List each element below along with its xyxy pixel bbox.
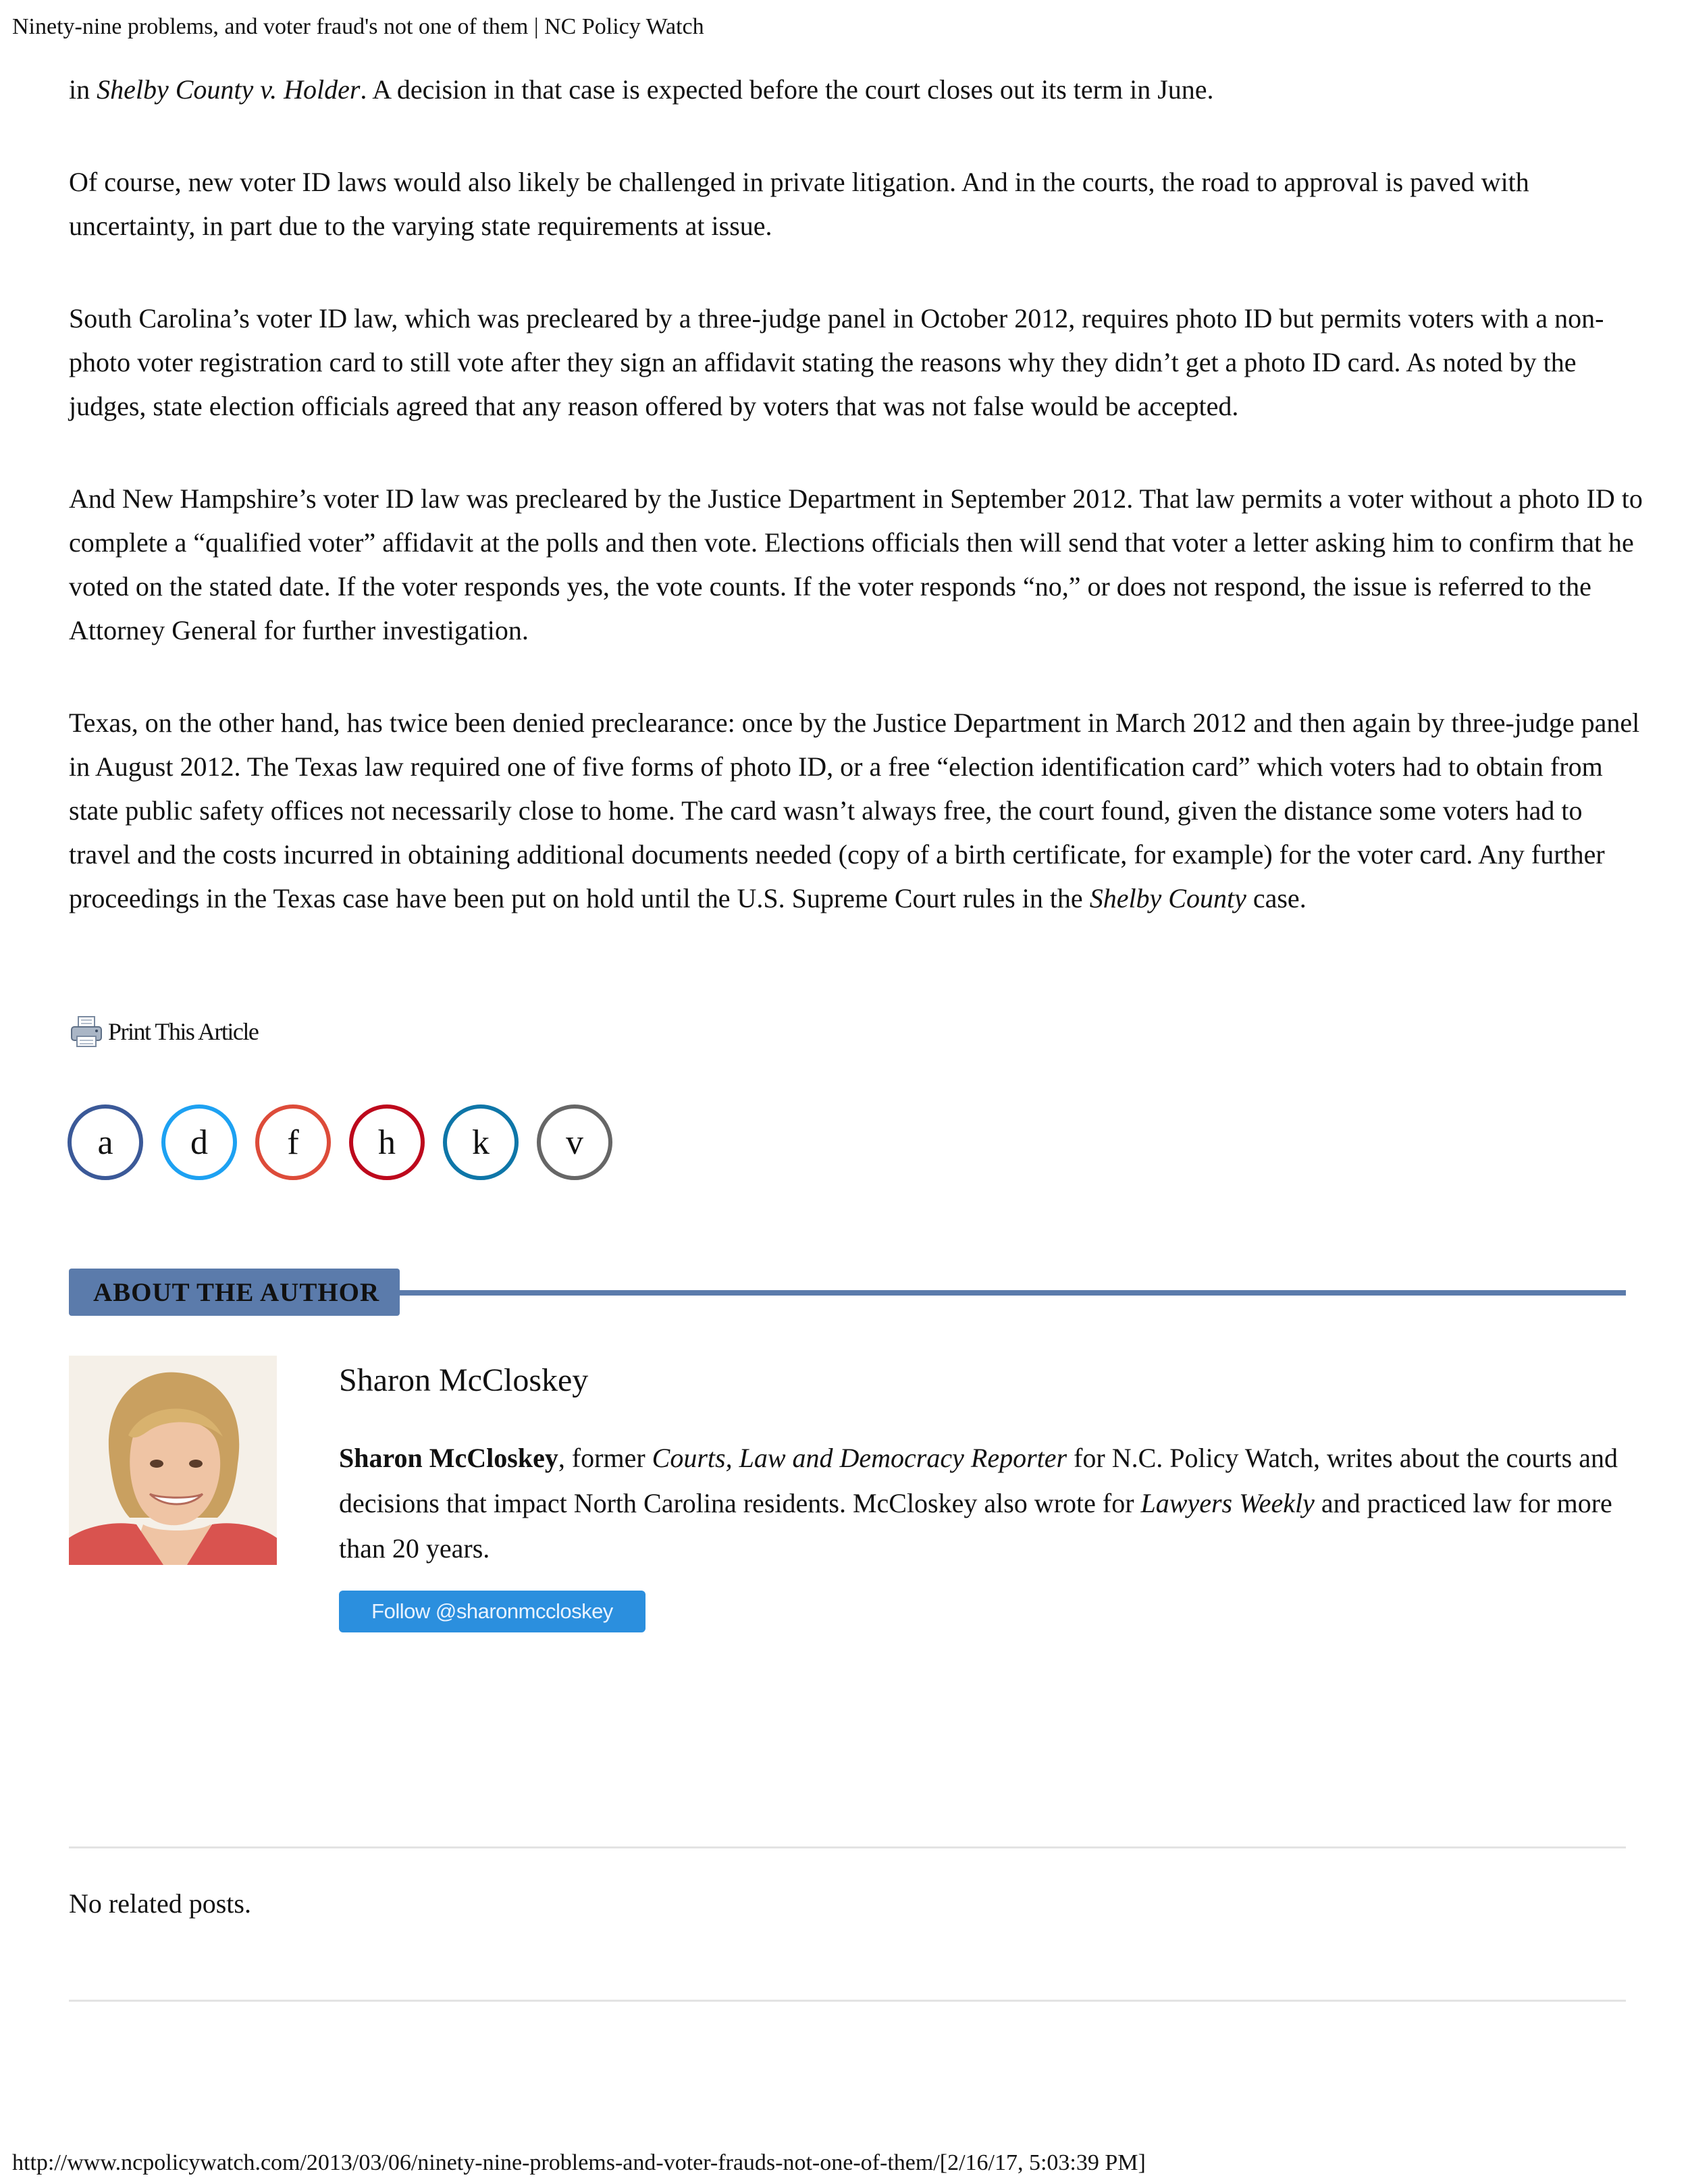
author-bio	[339, 1435, 1622, 1571]
related-top-divider	[69, 1846, 1626, 1848]
article-paragraph-1	[69, 68, 1649, 111]
author-name: Sharon McCloskey	[339, 1362, 589, 1398]
paragraph-text: case.	[1246, 883, 1307, 913]
printer-icon	[69, 1014, 104, 1049]
case-name-italic: Shelby County v. Holder	[97, 74, 361, 105]
article-paragraph-2: Of course, new voter ID laws would also likely be challenged in private litigation. And in the courts, the road to approval is paved with uncertainty, in part due to the varying state requirements at issue.	[69, 167, 1529, 241]
article-paragraph-5	[69, 701, 1649, 920]
author-bio-role: Courts, Law and Democracy Reporter	[652, 1443, 1067, 1473]
print-article-link[interactable]	[69, 1013, 258, 1050]
author-bio-name: Sharon McCloskey	[339, 1443, 558, 1473]
page-footer-url: http://www.ncpolicywatch.com/2013/03/06/ninety-nine-problems-and-voter-frauds-not-one-of-them/[2/16/17, 5:03:39 PM]	[12, 2150, 1146, 2175]
case-name-italic: Shelby County	[1089, 883, 1246, 913]
paragraph-text: . A decision in that case is expected before the court closes out its term in June.	[360, 74, 1214, 105]
twitter-follow-button[interactable]: Follow @sharonmccloskey	[339, 1591, 645, 1632]
share-button-d[interactable]: d	[161, 1104, 237, 1180]
share-button-k[interactable]: k	[443, 1104, 519, 1180]
share-button-v[interactable]: v	[537, 1104, 612, 1180]
print-article-label[interactable]: Print This Article	[108, 1018, 259, 1045]
article-paragraph-4: And New Hampshire’s voter ID law was precleared by the Justice Department in September 2012. That law permits a voter without a photo ID to complete a “qualified voter” affidavit at the polls and then vote. Elections officials then will send that voter a letter asking him to confirm that he voted on the stated date. If the voter responds yes, the vote counts. If the voter responds “no,” or does not respond, the issue is referred to the Attorney General for further investigation.	[69, 483, 1643, 645]
share-button-a[interactable]: a	[68, 1104, 143, 1180]
paragraph-text: Texas, on the other hand, has twice been denied preclearance: once by the Justice Department in March 2012 and then again by three-judge panel in August 2012. The Texas law required one of five forms of photo ID, or a free “election identification card” which voters had to obtain from state public safety offices not necessarily close to home. The card wasn’t always free, the court found, given the distance some voters had to travel and the costs incurred in obtaining additional documents needed (copy of a birth certificate, for example) for the voter card. Any further proceedings in the Texas case have been put on hold until the U.S. Supreme Court rules in the	[69, 708, 1640, 913]
author-bio-text: for N.C. Policy Watch, writes about the courts and decisions that impact North Carolina residents. McCloskey also wrote for	[339, 1443, 1618, 1518]
article-paragraph-3: South Carolina’s voter ID law, which was precleared by a three-judge panel in October 2012, requires photo ID but permits voters with a non-photo voter registration card to still vote after they sign an affidavit stating the reasons why they didn’t get a photo ID card. As noted by the judges, state election officials agreed that any reason offered by voters that was not false would be accepted.	[69, 303, 1604, 421]
related-bottom-divider	[69, 2000, 1626, 2002]
author-photo	[69, 1356, 277, 1565]
author-bio-text: and practiced law for more than 20 years.	[339, 1488, 1612, 1564]
social-share-buttons	[68, 1104, 631, 1180]
share-button-f[interactable]: f	[255, 1104, 331, 1180]
author-portrait-image	[69, 1356, 277, 1565]
about-author-tab: ABOUT THE AUTHOR	[69, 1269, 400, 1316]
about-author-header	[69, 1269, 1626, 1316]
article-body	[69, 68, 1649, 969]
paragraph-text: in	[69, 74, 97, 105]
author-bio-publication: Lawyers Weekly	[1140, 1488, 1315, 1518]
related-posts-text: No related posts.	[69, 1888, 251, 1919]
share-button-h[interactable]: h	[349, 1104, 425, 1180]
page-header-title: Ninety-nine problems, and voter fraud's not one of them | NC Policy Watch	[12, 14, 704, 39]
about-divider-line	[379, 1290, 1626, 1296]
author-bio-text: , former	[558, 1443, 652, 1473]
